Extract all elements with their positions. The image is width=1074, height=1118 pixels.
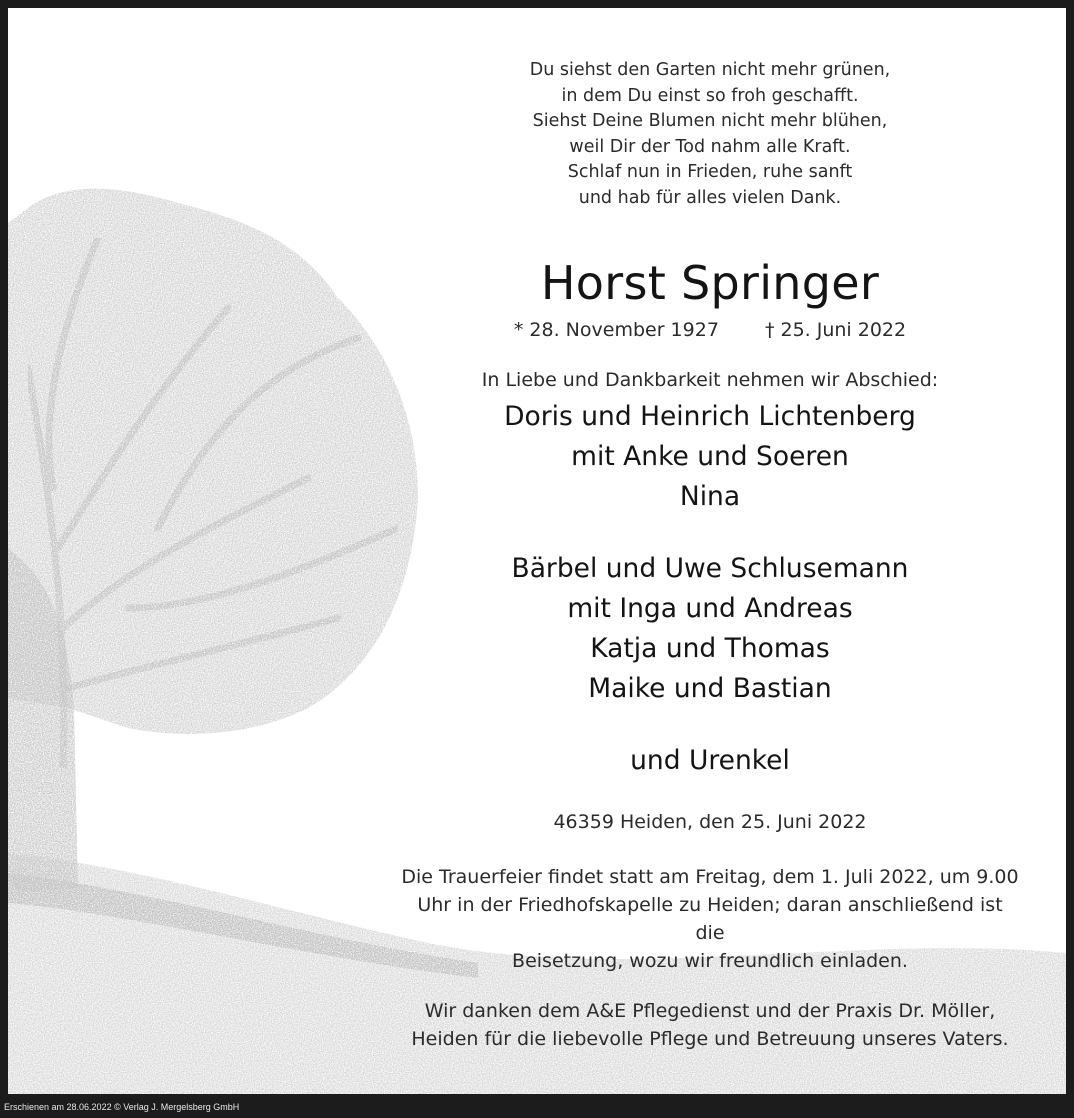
poem-line: in dem Du einst so froh geschafft. — [561, 85, 859, 106]
poem-line: weil Dir der Tod nahm alle Kraft. — [569, 136, 851, 157]
thanks-line: Wir danken dem A&E Pflegedienst und der Praxis Dr. Möller, — [424, 1000, 996, 1022]
life-dates — [400, 317, 1020, 343]
service-line: Beisetzung, wozu wir freundlich einladen. — [512, 950, 908, 972]
great-grandchildren: und Urenkel — [630, 745, 790, 776]
service-line: Uhr in der Friedhofskapelle zu Heiden; daran anschließend ist die — [417, 894, 1003, 944]
poem-line: Siehst Deine Blumen nicht mehr blühen, — [532, 111, 888, 131]
family-line: Katja und Thomas — [590, 633, 830, 664]
service-line: Die Trauerfeier findet statt am Freitag, dem 1. Juli 2022, um 9.00 — [401, 866, 1019, 888]
obituary-content — [400, 58, 1020, 1053]
family-group-1 — [400, 397, 1020, 517]
funeral-service-notice — [400, 863, 1020, 975]
publication-footer: Erschienen am 28.06.2022 © Verlag J. Mergelsberg GmbH — [4, 1102, 240, 1112]
deceased-name: Horst Springer — [540, 256, 880, 310]
family-line: mit Inga und Andreas — [567, 593, 853, 624]
family-group-2 — [400, 549, 1020, 709]
farewell-intro: In Liebe und Dankbarkeit nehmen wir Abschied: — [481, 369, 939, 391]
poem-line: Du siehst den Garten nicht mehr grünen, — [529, 60, 891, 80]
family-line: Bärbel und Uwe Schlusemann — [511, 553, 909, 584]
family-line: Doris und Heinrich Lichtenberg — [504, 401, 916, 432]
poem-line: und hab für alles vielen Dank. — [578, 187, 842, 208]
thanks-line: Heiden für die liebevolle Pflege und Betreuung unseres Vaters. — [411, 1028, 1009, 1050]
birth-date: * 28. November 1927 — [513, 319, 719, 341]
poem-line: Schlaf nun in Frieden, ruhe sanft — [567, 162, 853, 182]
family-line: mit Anke und Soeren — [571, 441, 849, 472]
death-date: † 25. Juni 2022 — [764, 319, 907, 341]
obituary-card — [8, 8, 1066, 1094]
place-and-date: 46359 Heiden, den 25. Juni 2022 — [553, 811, 867, 833]
family-line: Nina — [679, 481, 741, 512]
family-line: Maike und Bastian — [588, 673, 832, 704]
thanks-notice — [400, 997, 1020, 1053]
poem — [400, 58, 1020, 211]
